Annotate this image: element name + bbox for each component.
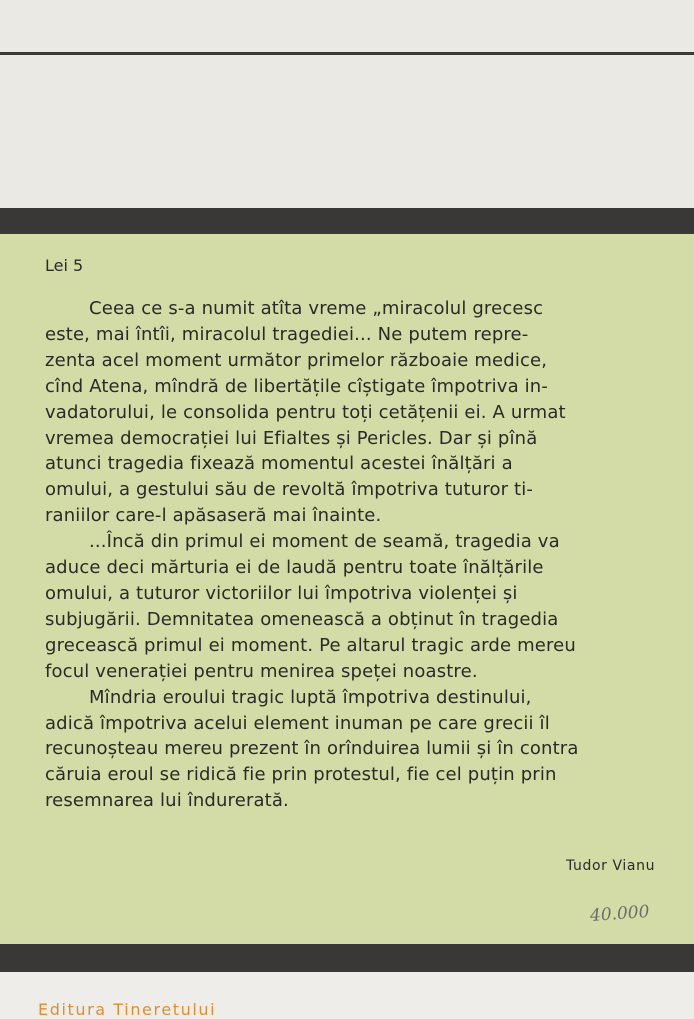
top-paper-area: [0, 0, 694, 208]
text-line: atunci tragedia fixează momentul acestei înălțări a: [45, 453, 513, 475]
bottom-dark-band: [0, 944, 694, 972]
text-line: omului, a tuturor victoriilor lui împotriva violenței și: [45, 582, 518, 604]
text-line: Mîndria eroului tragic luptă împotriva destinului,: [89, 686, 532, 708]
text-line: focul venerației pentru menirea speței noastre.: [45, 660, 478, 682]
top-dark-band: [0, 208, 694, 234]
text-line: grecească primul ei moment. Pe altarul tragic arde mereu: [45, 634, 576, 656]
author-signature: Tudor Vianu: [566, 858, 656, 874]
text-line: vremea democrației lui Efialtes și Pericles. Dar și pînă: [45, 427, 538, 449]
text-line: subjugării. Demnitatea omenească a obținut în tragedia: [45, 608, 559, 630]
paragraph-3: [45, 685, 685, 815]
text-line: cînd Atena, mîndră de libertățile cîștigate împotriva in-: [45, 375, 548, 397]
paragraph-1: [45, 296, 685, 529]
text-line: căruia eroul se ridică fie prin protestul, fie cel puțin prin: [45, 764, 557, 786]
handwritten-note: 40.000: [589, 901, 651, 927]
text-line: zenta acel moment următor primelor războaie medice,: [45, 349, 548, 371]
text-line: omului, a gestului său de revoltă împotriva tuturor ti-: [45, 479, 534, 501]
blurb-text: [45, 296, 685, 814]
text-line: este, mai întîi, miracolul tragediei... Ne putem repre-: [45, 323, 529, 345]
text-line: ...Încă din primul ei moment de seamă, tragedia va: [89, 531, 560, 553]
text-line: recunoșteau mereu prezent în orînduirea lumii și în contra: [45, 738, 579, 760]
text-line: adică împotriva acelui element inuman pe care grecii îl: [45, 712, 550, 734]
publisher-name: Editura Tineretului: [38, 1000, 217, 1019]
text-line: resemnarea lui îndurerată.: [45, 790, 289, 812]
text-line: Ceea ce s-a numit atîta vreme „miracolul grecesc: [89, 298, 544, 319]
paragraph-2: [45, 529, 685, 684]
top-divider-line: [0, 52, 694, 55]
price-label: Lei 5: [45, 256, 84, 275]
text-line: aduce deci mărturia ei de laudă pentru toate înălțările: [45, 557, 544, 579]
text-line: vadatorului, le consolida pentru toți cetățenii ei. A urmat: [45, 401, 566, 423]
text-line: raniilor care-l apăsaseră mai înainte.: [45, 505, 382, 527]
